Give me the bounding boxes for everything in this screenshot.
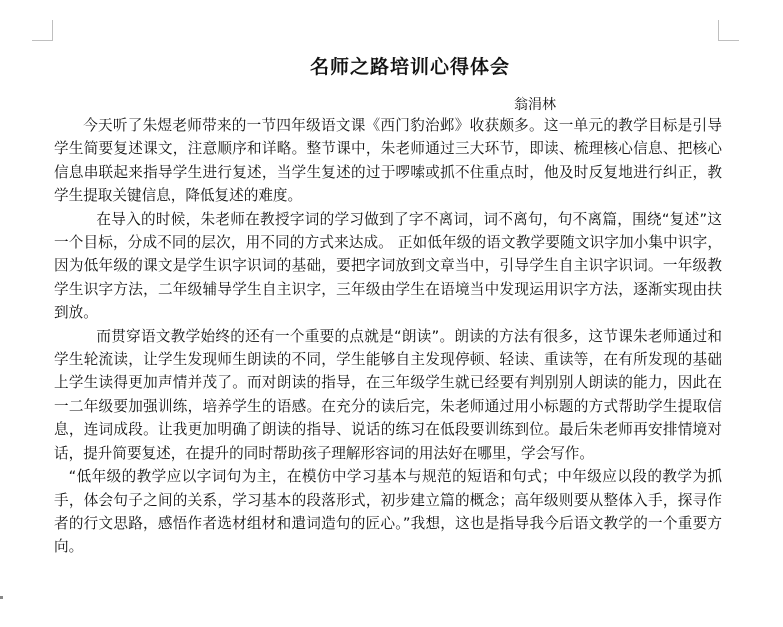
- paragraph-2[interactable]: 在导入的时候，朱老师在教授字词的学习做到了字不离词，词不离句，句不离篇，围绕“复述”这一个目标，分成不同的层次，用不同的方式来达成。 正如低年级的语文教学要随文识字加小集中识字，因为低年级的课文是学生识字识词的基础，要把字词放到文章当中，引导学生自主识字识词。一年级教学生识字方法，二年级辅导学生自主识字，三年级由学生在语境当中发现运用识字方法，逐渐实现由扶到放。: [54, 210, 722, 322]
- paragraph-4[interactable]: “低年级的教学应以字词句为主，在模仿中学习基本与规范的短语和句式；中年级应以段的教学为抓手，体会句子之间的关系，学习基本的段落形式，初步建立篇的概念；高年级则要从整体入手，探寻作者的行文思路，感悟作者选材组材和遣词造句的匠心。”我想，这也是指导我今后语文教学的一个重要方向。: [54, 468, 722, 556]
- paragraph-3[interactable]: 而贯穿语文教学始终的还有一个重要的点就是“朗读”。朗读的方法有很多，这节课朱老师通过和学生轮流读，让学生发现师生朗读的不同，学生能够自主发现停顿、轻读、重读等，在有所发现的基础上学生读得更加声情并茂了。而对朗读的指导，在三年级学生就已经要有判别别人朗读的能力，因此在一二年级要加强训练，培养学生的语感。在充分的读后完，朱老师通过用小标题的方式帮助学生提取信息，连词成段。让我更加明确了朗读的指导、说话的练习在低段要训练到位。最后朱老师再安排情境对话，提升简要复述，在提升的同时帮助孩子理解形容词的用法好在哪里，学会写作。: [54, 327, 722, 462]
- document-title: 名师之路培训心得体会: [309, 56, 510, 78]
- paragraph-1[interactable]: 今天听了朱煜老师带来的一节四年级语文课《西门豹治邺》收获颇多。这一单元的教学目标是引导学生简要复述课文，注意顺序和详略。整节课中，朱老师通过三大环节，即读、梳理核心信息、把核心信息串联起来指导学生进行复述，当学生复述的过于啰嗦或抓不住重点时，他及时反复地进行纠正，教学生提取关键信息，降低复述的难度。: [54, 117, 722, 205]
- document-body[interactable]: [54, 114, 722, 559]
- document-author: 翁涓林: [514, 97, 556, 113]
- margin-marker: [0, 596, 3, 599]
- page-corner-mark-top-right: [718, 20, 739, 41]
- page-corner-mark-top-left: [32, 20, 53, 41]
